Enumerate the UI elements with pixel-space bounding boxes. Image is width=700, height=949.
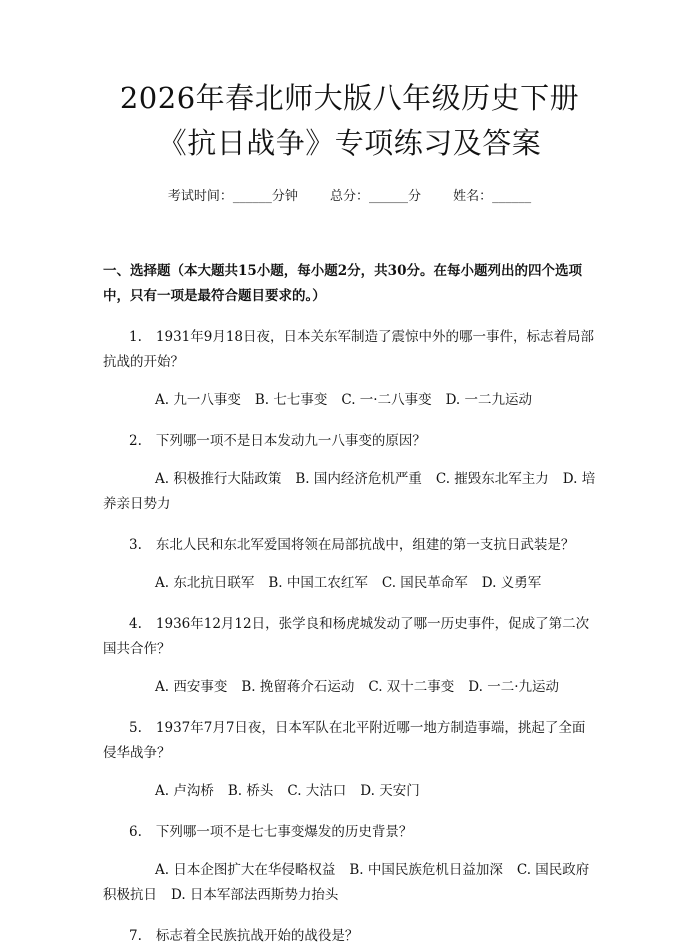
exam-time-unit: 分钟 [271, 189, 298, 204]
question-number: 1. [129, 329, 142, 345]
option-a: A. 卢沟桥 [155, 783, 214, 799]
option-list [103, 571, 596, 596]
exam-info-line [103, 187, 596, 207]
question-number: 2. [129, 433, 142, 449]
option-b: B. 中国工农红军 [268, 575, 368, 591]
option-c: C. 摧毁东北军主力 [435, 471, 549, 487]
total-score-label: 总分： [329, 189, 369, 204]
question-text: 东北人民和东北军爱国将领在局部抗战中，组建的第一支抗日武装是？ [155, 537, 575, 553]
question-5 [103, 716, 596, 804]
exam-time-label: 考试时间： [167, 189, 233, 204]
total-score-field [330, 187, 421, 207]
option-a: A. 九一八事变 [155, 392, 241, 408]
option-b: B. 国内经济危机严重 [295, 471, 422, 487]
name-field [453, 187, 531, 207]
question-number: 4. [129, 616, 142, 632]
question-text: 1936年12月12日，张学良和杨虎城发动了哪一历史事件，促成了第二次国共合作？ [103, 616, 590, 657]
option-b: B. 桥头 [227, 783, 274, 799]
question-text: 1931年9月18日夜，日本关东军制造了震惊中外的哪一事件，标志着局部抗战的开始？ [103, 329, 595, 370]
option-d: D. 一二九运动 [445, 392, 533, 408]
question-4 [103, 612, 596, 700]
question-text: 标志着全民族抗战开始的战役是？ [155, 928, 359, 944]
document-title: 2026年春北师大版八年级历史下册《抗日战争》专项练习及答案 [119, 81, 580, 160]
question-number: 3. [129, 537, 142, 553]
section-heading: 一、选择题（本大题共15小题，每小题2分，共30分。在每小题列出的四个选项中，只有一项是最符合题目要求的。） [103, 263, 582, 304]
option-a: A. 东北抗日联军 [155, 575, 255, 591]
question-number: 6. [129, 824, 142, 840]
question-2 [103, 429, 596, 517]
question-stem [103, 533, 596, 558]
option-c: C. 双十二事变 [368, 679, 455, 695]
option-list [103, 779, 596, 804]
option-c: C. 一·二八事变 [341, 392, 432, 408]
question-number: 7. [129, 928, 142, 944]
option-b: B. 中国民族危机日益加深 [349, 862, 503, 878]
name-label: 姓名： [453, 189, 493, 204]
question-list [103, 325, 596, 949]
question-text: 下列哪一项不是七七事变爆发的历史背景？ [155, 824, 413, 840]
question-6 [103, 820, 596, 908]
option-list [103, 467, 596, 517]
question-stem [103, 325, 596, 375]
question-stem [103, 820, 596, 845]
total-score-blank: ______ [369, 189, 408, 204]
exam-time-blank: ______ [232, 189, 272, 204]
option-a: A. 西安事变 [155, 679, 228, 695]
question-text: 下列哪一项不是日本发动九一八事变的原因？ [155, 433, 426, 449]
option-c: C. 大沽口 [287, 783, 347, 799]
option-d: D. 日本军部法西斯势力抬头 [171, 887, 339, 903]
question-stem [103, 716, 596, 766]
option-b: B. 七七事变 [254, 392, 328, 408]
option-d: D. 天安门 [360, 783, 420, 799]
option-d: D. 义勇军 [481, 575, 542, 591]
question-stem [103, 429, 596, 454]
question-stem [103, 924, 596, 949]
option-c: C. 国民政府积极抗日 [103, 862, 590, 903]
option-d: D. 培养亲日势力 [103, 471, 596, 512]
option-list [103, 388, 596, 413]
option-c: C. 国民革命军 [381, 575, 468, 591]
question-number: 5. [129, 720, 142, 736]
option-d: D. 一二·九运动 [468, 679, 560, 695]
option-a: A. 日本企图扩大在华侵略权益 [155, 862, 336, 878]
exam-time-field [168, 187, 298, 207]
option-a: A. 积极推行大陆政策 [155, 471, 282, 487]
option-list [103, 858, 596, 908]
question-stem [103, 612, 596, 662]
question-7 [103, 924, 596, 949]
total-score-unit: 分 [408, 189, 422, 204]
option-b: B. 挽留蒋介石运动 [241, 679, 355, 695]
question-3 [103, 533, 596, 596]
question-text: 1937年7月7日夜，日本军队在北平附近哪一地方制造事端，挑起了全面侵华战争？ [103, 720, 586, 761]
question-1 [103, 325, 596, 413]
name-blank: ______ [492, 189, 532, 204]
option-list [103, 675, 596, 700]
